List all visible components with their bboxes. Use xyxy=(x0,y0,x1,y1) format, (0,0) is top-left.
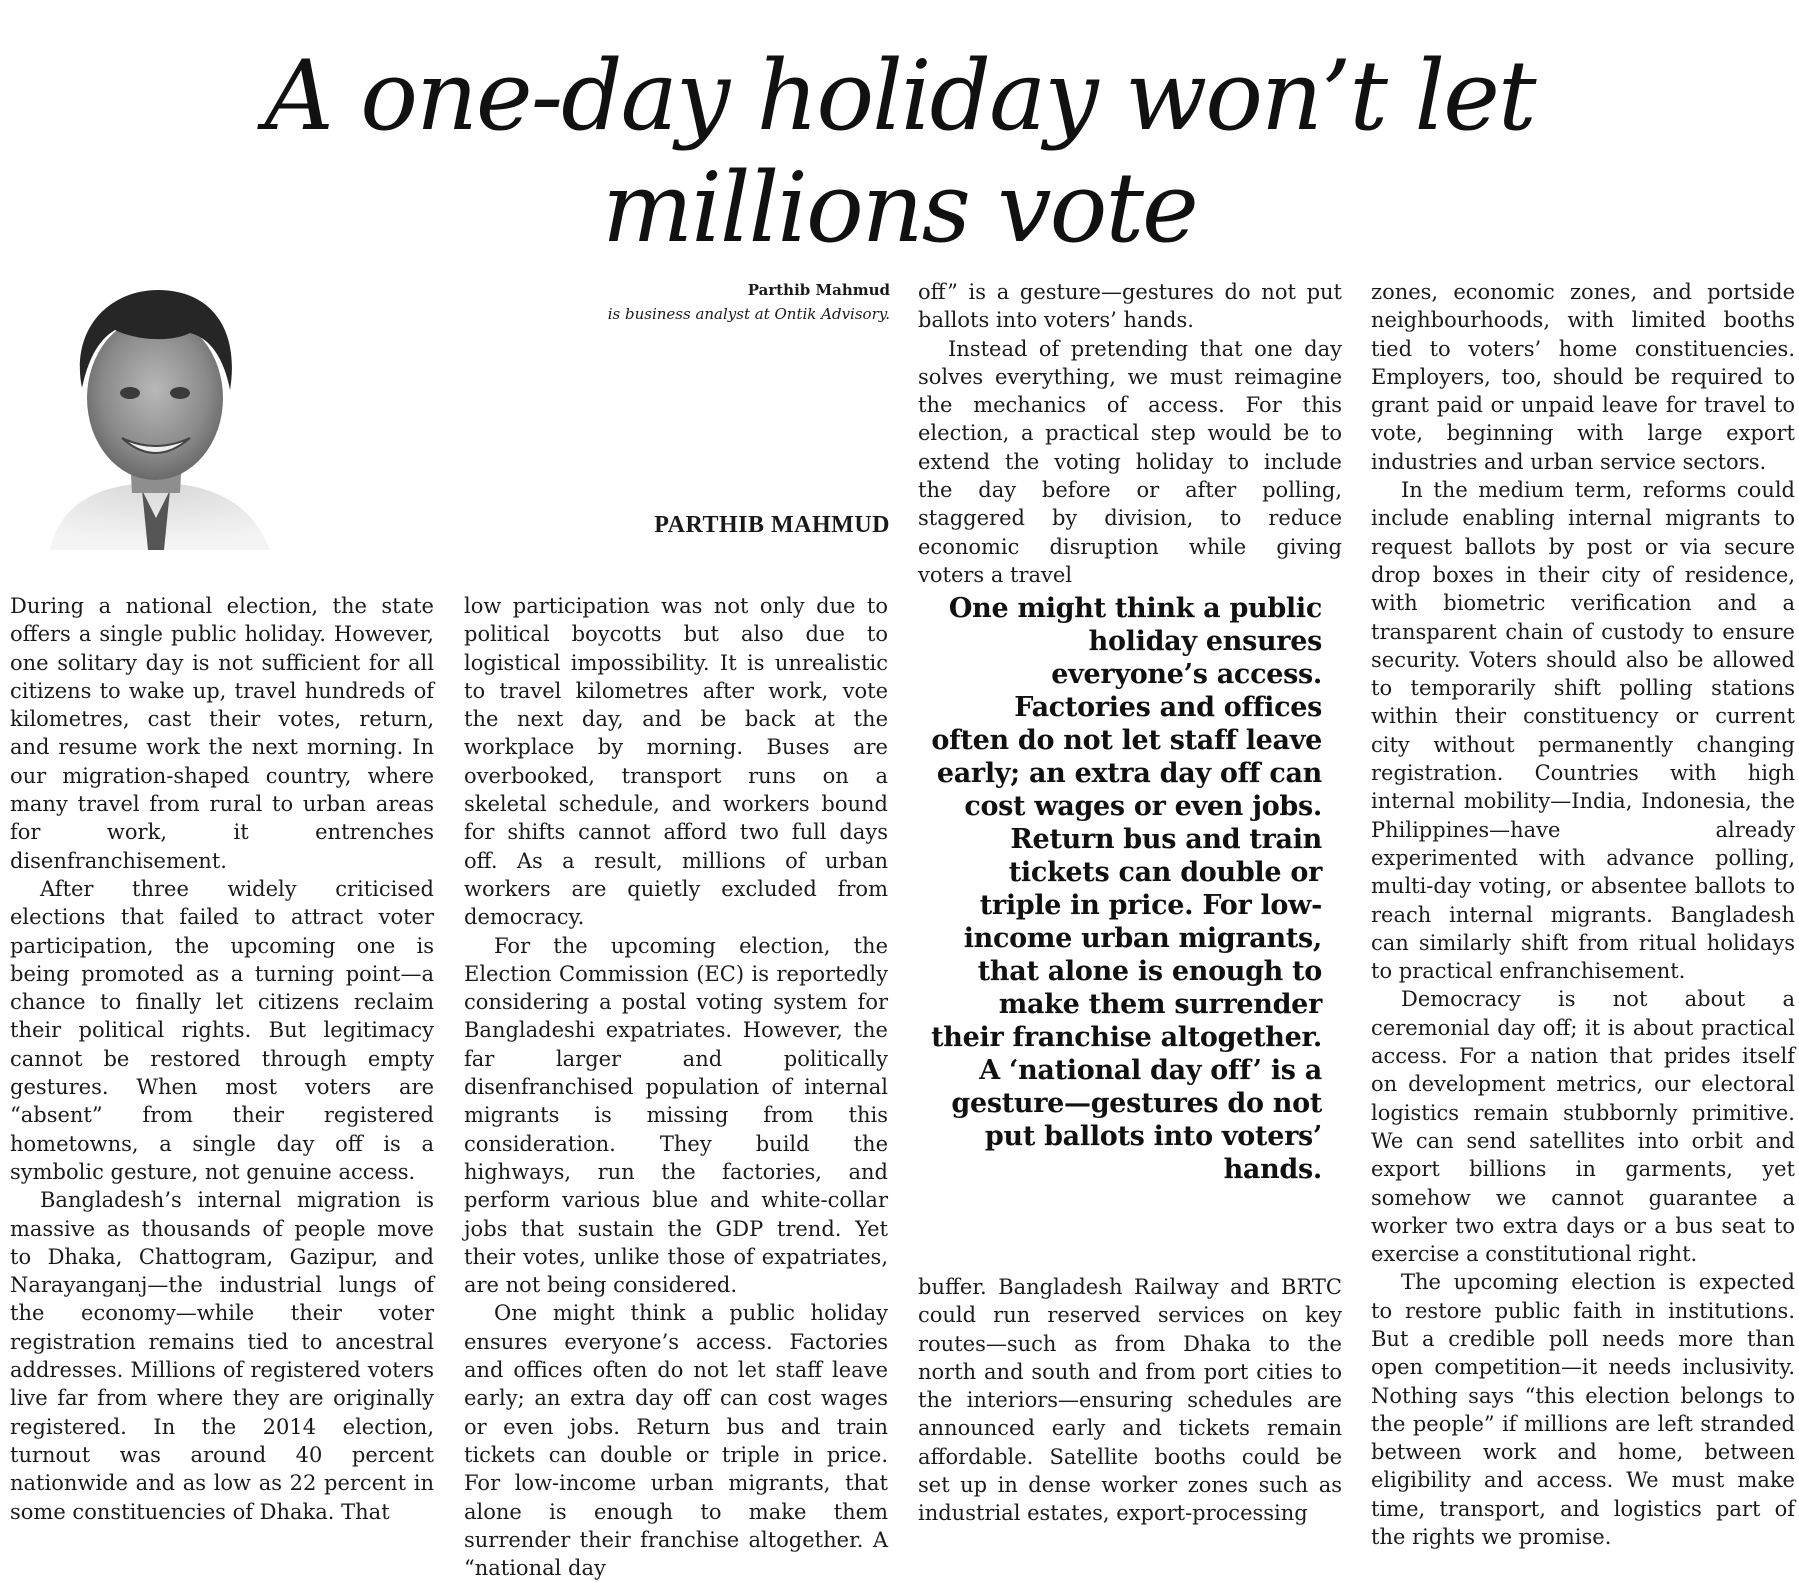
headline xyxy=(0,40,1799,264)
paragraph: The upcoming election is expected to restore public faith in institutions. But a credible poll needs more than open competition—it needs inclusivity. Nothing says “this election belongs to the people” if millions are left stranded between work and home, between eligibility and access. We must make time, transport, and logistics part of the rights we promise. xyxy=(1371,1270,1795,1550)
paragraph: In the medium term, reforms could include enabling internal migrants to request ballots by post or via secure drop boxes in their city of residence, with biometric verification and a transparent chain of custody to ensure security. Voters should also be allowed to temporarily shift polling stations within their constituency or current city without permanently changing registration. Countries with high internal mobility—India, Indonesia, the Philippines—have already experimented with advance polling, multi-day voting, or absentee ballots to reach internal migrants. Bangladesh can similarly shift from ritual holidays to practical enfranchisement. xyxy=(1371,478,1795,984)
author-name: Parthib Mahmud xyxy=(747,281,890,299)
paragraph: During a national election, the state offers a single public holiday. However, one solitary day is not sufficient for all citizens to wake up, travel hundreds of kilometres, cast their votes, return, and resume work the next morning. In our migration-shaped country, where many travel from rural to urban areas for work, it entrenches disenfranchisement. xyxy=(10,594,434,873)
paragraph: One might think a public holiday ensures everyone’s access. Factories and offices often do not let staff leave early; an extra day off can cost wages or even jobs. Return bus and train tickets can double or triple in price. For low-income urban migrants, that alone is enough to make them surrender their franchise altogether. A “national day xyxy=(464,1301,888,1581)
pull-quote: One might think a public holiday ensures everyone’s access. Factories and offices often do not let staff leave early; an extra day off can cost wages or even jobs. Return bus and train tickets can double or triple in price. For low-income urban migrants, that alone is enough to make them surrender their franchise altogether. A ‘national day off’ is a gesture—gestures do not put ballots into voters’ hands. xyxy=(931,593,1322,1185)
author-credit xyxy=(480,278,890,326)
paragraph: For the upcoming election, the Election Commission (EC) is reportedly considering a postal voting system for Bangladeshi expatriates. However, the far larger and politically disenfranchised population of internal migrants is missing from this consideration. They build the highways, run the factories, and perform various blue and white-collar jobs that sustain the GDP trend. Yet their votes, unlike those of expatriates, are not being considered. xyxy=(464,933,888,1298)
column-3-bottom xyxy=(918,1273,1342,1528)
paragraph: zones, economic zones, and portside neighbourhoods, with limited booths tied to voters’ home constituencies. Employers, too, should be required to grant paid or unpaid leave for travel to vote, beginning with large export industries and urban service sectors. xyxy=(1371,280,1795,474)
author-role: is business analyst at Ontik Advisory. xyxy=(607,305,890,323)
paragraph: Instead of pretending that one day solves everything, we must reimagine the mechanics of access. For this election, a practical step would be to extend the voting holiday to include the day before or after polling, staggered by division, to reduce economic disruption while giving voters a travel xyxy=(918,336,1342,587)
paragraph: After three widely criticised elections that failed to attract voter participation, the upcoming one is being promoted as a turning point—a chance to finally let citizens reclaim their political rights. But legitimacy cannot be restored through empty gestures. When most voters are “absent” from their registered hometowns, a single day off is a symbolic gesture, not genuine access. xyxy=(10,876,434,1184)
paragraph: Bangladesh’s internal migration is massive as thousands of people move to Dhaka, Chattogram, Gazipur, and Narayanganj—the industrial lungs of the economy—while their voter registration remains tied to ancestral addresses. Millions of registered voters live far from where they are originally registered. In the 2014 election, turnout was around 40 percent nationwide and as low as 22 percent in some constituencies of Dhaka. That xyxy=(10,1188,434,1524)
paragraph: low participation was not only due to political boycotts but also due to logistical impossibility. It is unrealistic to travel kilometres after work, vote the next day, and be back at the workplace by morning. Buses are overbooked, transport runs on a skeletal schedule, and workers bound for shifts cannot afford two full days off. As a result, millions of urban workers are quietly excluded from democracy. xyxy=(464,594,888,930)
headline-line-1: A one-day holiday won’t let xyxy=(264,40,1535,152)
column-1 xyxy=(10,592,434,1526)
paragraph: off” is a gesture—gestures do not put ballots into voters’ hands. xyxy=(918,280,1342,333)
byline: PARTHIB MAHMUD xyxy=(654,512,890,538)
column-2 xyxy=(464,592,888,1582)
headline-line-2: millions vote xyxy=(602,152,1197,264)
paragraph: Democracy is not about a ceremonial day off; it is about practical access. For a nation that prides itself on development metrics, our electoral logistics remain stubbornly primitive. We can send satellites into orbit and export billions in garments, yet somehow we cannot guarantee a worker two extra days or a bus seat to exercise a constitutional right. xyxy=(1371,987,1795,1267)
author-photo xyxy=(30,278,282,550)
column-4 xyxy=(1371,278,1795,1551)
column-3-top xyxy=(918,278,1342,589)
paragraph: buffer. Bangladesh Railway and BRTC could run reserved services on key routes—such as from Dhaka to the north and south and from port cities to the interiors—ensuring schedules are announced early and tickets remain affordable. Satellite booths could be set up in dense worker zones such as industrial estates, export-processing xyxy=(918,1275,1342,1526)
